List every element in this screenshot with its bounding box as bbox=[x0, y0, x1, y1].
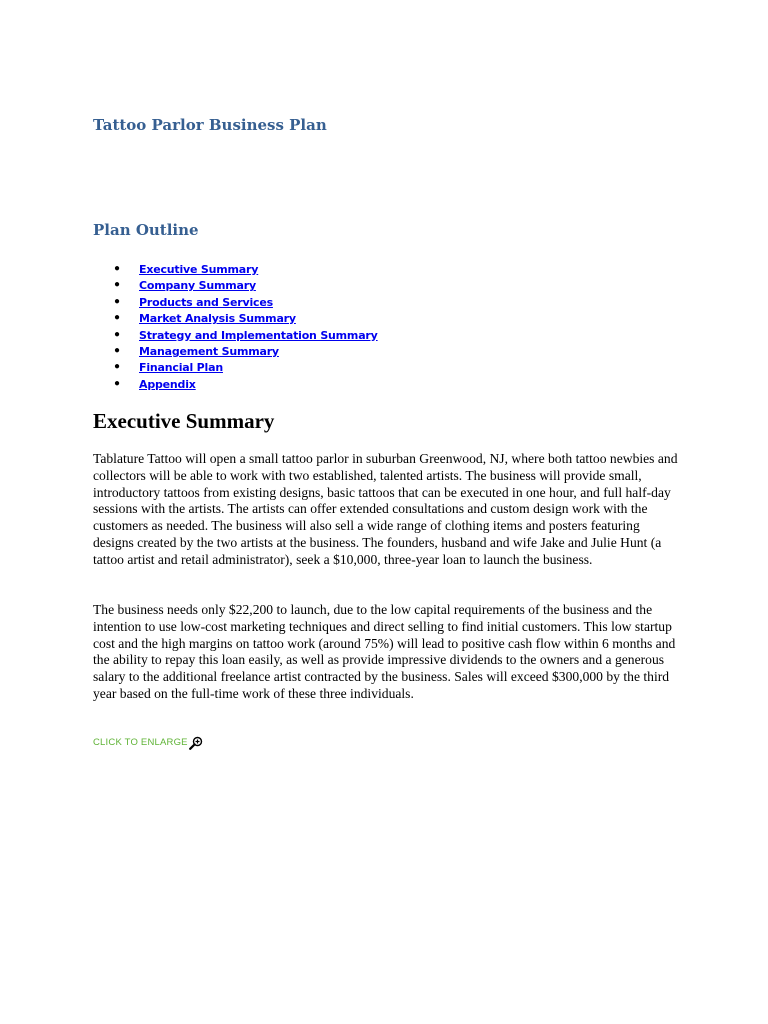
executive-summary-paragraph-1: Tablature Tattoo will open a small tattoo parlor in suburban Greenwood, NJ, where both tattoo newbies and collectors will be able to work with two established, talented artists. The business will provide small, introductory tattoos from existing designs, basic tattoos that can be executed in one hour, and full half-day sessions with the artists. The artists can offer extended consultations and custom design work with the customers as needed. The business will also sell a wide range of clothing items and posters featuring designs created by the two artists at the business. The founders, husband and wife Jake and Julie Hunt (a tattoo artist and retail administrator), seek a $10,000, three-year loan to launch the business. bbox=[93, 451, 678, 567]
list-item bbox=[93, 343, 378, 359]
bullet-icon: ● bbox=[114, 344, 121, 356]
outline-link-appendix[interactable]: Appendix bbox=[139, 377, 196, 391]
plan-outline-heading: Plan Outline bbox=[93, 221, 199, 239]
bullet-icon: ● bbox=[114, 279, 121, 291]
list-item bbox=[93, 327, 378, 343]
document-title: Tattoo Parlor Business Plan bbox=[93, 116, 327, 134]
list-item bbox=[93, 376, 378, 392]
outline-link-executive-summary[interactable]: Executive Summary bbox=[139, 263, 259, 276]
outline-link-management-summary[interactable]: Management Summary bbox=[139, 344, 279, 358]
list-item bbox=[93, 294, 378, 310]
bullet-icon: ● bbox=[114, 328, 121, 340]
list-item bbox=[93, 359, 378, 375]
bullet-icon: ● bbox=[114, 377, 121, 389]
list-item bbox=[93, 277, 378, 293]
click-to-enlarge-label: CLICK TO ENLARGE bbox=[93, 736, 188, 748]
bullet-icon: ● bbox=[114, 295, 121, 307]
bullet-icon: ● bbox=[114, 263, 121, 274]
plan-outline-list bbox=[93, 261, 378, 392]
bullet-icon: ● bbox=[114, 361, 121, 373]
executive-summary-heading: Executive Summary bbox=[93, 409, 275, 433]
list-item bbox=[93, 310, 378, 326]
outline-link-company-summary[interactable]: Company Summary bbox=[139, 279, 256, 293]
outline-link-products-and-services[interactable]: Products and Services bbox=[139, 295, 273, 309]
list-item bbox=[93, 261, 378, 277]
outline-link-strategy-and-implementation-summary[interactable]: Strategy and Implementation Summary bbox=[139, 328, 378, 342]
outline-link-market-analysis-summary[interactable]: Market Analysis Summary bbox=[139, 312, 296, 326]
outline-link-financial-plan[interactable]: Financial Plan bbox=[139, 361, 223, 375]
bullet-icon: ● bbox=[114, 312, 121, 324]
click-to-enlarge-link[interactable] bbox=[93, 734, 203, 750]
executive-summary-paragraph-2: The business needs only $22,200 to launch, due to the low capital requirements of the business and the intention to use low-cost marketing techniques and direct selling to find initial customers. This low startup cost and the high margins on tattoo work (around 75%) will lead to positive cash flow within 6 months and the ability to repay this loan easily, as well as provide impressive dividends to the owners and a generous salary to the additional freelance artist contracted by the business. Sales will exceed $300,000 by the third year based on the full-time work of these three individuals. bbox=[93, 602, 676, 701]
magnifier-plus-icon bbox=[189, 736, 203, 750]
